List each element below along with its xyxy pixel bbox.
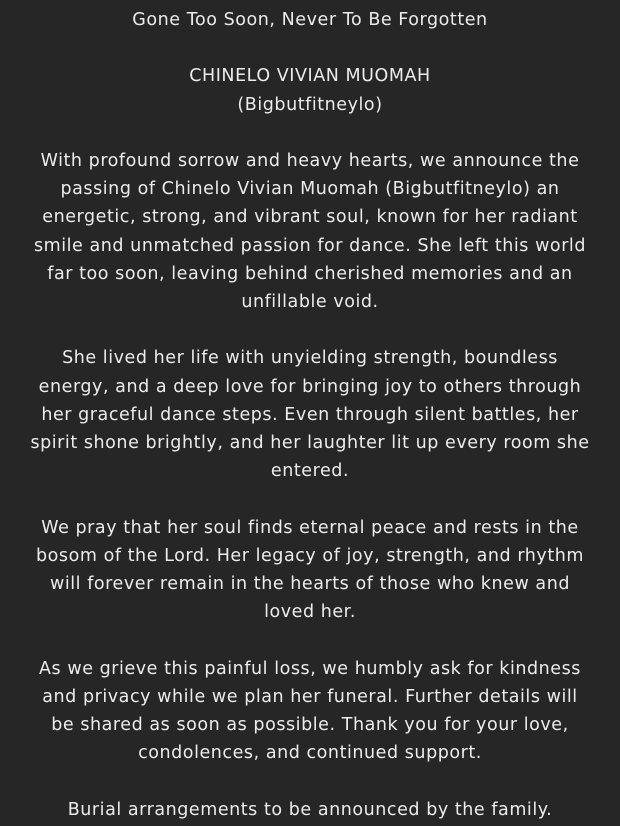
paragraph-2 (8, 344, 612, 485)
paragraph-line: Burial arrangements to be announced by the family. (67, 799, 553, 820)
paragraph-line: and privacy while we plan her funeral. Further details will (42, 686, 578, 707)
spacer (8, 485, 612, 513)
paragraph-4 (8, 655, 612, 768)
spacer (8, 626, 612, 654)
paragraph-line: bosom of the Lord. Her legacy of joy, strength, and rhythm (36, 545, 584, 566)
spacer (8, 316, 612, 344)
paragraph-line: As we grieve this painful loss, we humbly ask for kindness (39, 658, 581, 679)
paragraph-line: her graceful dance steps. Even through silent battles, her (41, 404, 579, 425)
paragraph-line: energetic, strong, and vibrant soul, known for her radiant (42, 207, 578, 228)
header (8, 6, 612, 119)
paragraph-line: energy, and a deep love for bringing joy to others through (38, 376, 582, 397)
tagline: Gone Too Soon, Never To Be Forgotten (132, 10, 488, 30)
spacer (8, 767, 612, 795)
deceased-name: CHINELO VIVIAN MUOMAH (189, 66, 431, 87)
paragraph-line: With profound sorrow and heavy hearts, we announce the (40, 150, 580, 171)
paragraph-line: will forever remain in the hearts of those who knew and (49, 574, 571, 594)
paragraph-5 (8, 796, 612, 824)
paragraph-line: We pray that her soul finds eternal peace and rests in the (41, 517, 579, 538)
paragraph-1 (8, 147, 612, 316)
paragraph-line: She lived her life with unyielding strength, boundless (62, 348, 558, 369)
announcement-body (8, 147, 612, 824)
paragraph-line: loved her. (264, 602, 356, 623)
paragraph-line: be shared as soon as possible. Thank you for your love, (51, 715, 569, 735)
paragraph-line: unfillable void. (241, 292, 379, 312)
deceased-alias: (Bigbutfitneylo) (237, 94, 383, 115)
paragraph-3 (8, 514, 612, 627)
paragraph-line: smile and unmatched passion for dance. She left this world (33, 235, 587, 256)
paragraph-line: condolences, and continued support. (138, 743, 482, 764)
paragraph-line: entered. (270, 461, 350, 482)
paragraph-line: spirit shone brightly, and her laughter lit up every room she (30, 433, 590, 453)
spacer (8, 34, 612, 62)
paragraph-line: far too soon, leaving behind cherished memories and an (47, 263, 573, 284)
paragraph-line: passing of Chinelo Vivian Muomah (Bigbutfitneylo) an (60, 179, 560, 200)
spacer (8, 119, 612, 147)
